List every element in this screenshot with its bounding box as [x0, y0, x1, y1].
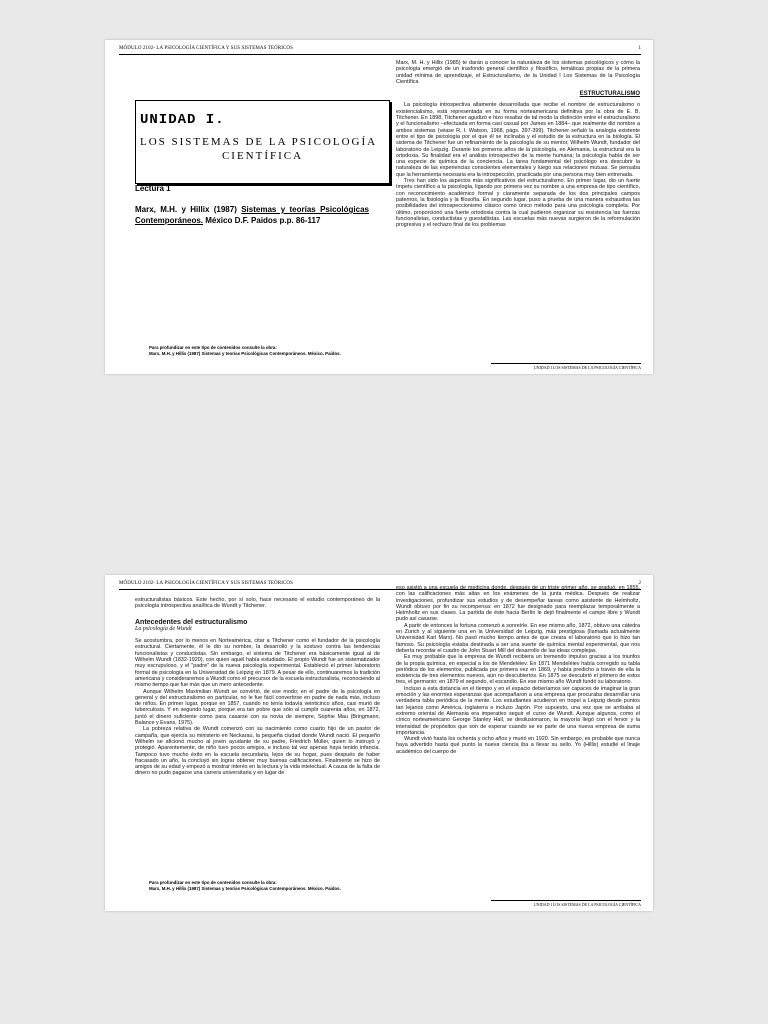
paragraph: Tres han sido los aspectos más significativos del estructuralismo. En primer lugar, dio un fuerte ímpetu científico a la psicología, ligando por primera vez su nombre a una empresa de tipo científico, con reconocimiento académico formal y claramente separada de los dos principales campos paternos, la fisiología y la filosofía. En segundo lugar, puso a prueba de una manera exhaustiva las posibilidades del introspeccionismo clásico como único método para una psicología completa. Por último, proporcionó una fuerte ortodoxia contra la cual pudieron organizar su resistencia las fuerzas funcionalistas, conductistas y guestaltistas. Las escuelas más nuevas surgieron de la reformulación progresiva y el rechazo final de los problemas	[396, 178, 640, 229]
page-footer: UNIDAD I LOS SISTEMAS DE LA PSICOLOGÍA CIENTÍFICA	[491, 900, 641, 907]
note-line: Marx, M.H. y Hillix (1987) Sistemas y teorías Psicológicas Contemporáneos. México. Paidos.	[149, 886, 341, 891]
page-header	[119, 46, 641, 55]
paragraph: estructuralistas básicos. Este hecho, por sí solo, hace necesario el estudio contemporáneo de la psicología introspectiva analítica de Wundt y Titchener.	[135, 597, 380, 610]
unit-subtitle-line-1: LOS SISTEMAS DE LA PSICOLOGÍA	[140, 136, 378, 148]
section-heading: ESTRUCTURALISMO	[579, 91, 640, 98]
unit-title: UNIDAD I.	[140, 112, 225, 128]
further-reading-note	[149, 345, 509, 357]
paragraph: eso asistió a una escuela de medicina donde, después de un triste primer año, se graduó, en 1855, con las calificaciones más altas en los exámenes de la junta médica. Después de realizar investigaciones, profundizar sus estudios y de desempeñar tareas como asistente de Helmholtz, Wundt obtuvo por fin su recompensa: en 1872 fue designado para reemplazar temporalmente a Helmholtz en sus clases. La partida de éste hacia Berlín le dejó finalmente el campo libre y Wundt pudo así casarse.	[396, 585, 640, 623]
paragraph: Es muy probable que la empresa de Wundt recibiera un tremendo impulso gracias a los triunfos de la propia química, en especial a los de Mendeléiev. En 1871 Mendeléiev había corregido su tabla periódica de los elementos, publicada por primera vez en 1869, y había predicho a través de ella la existencia de tres elementos nuevos, aún no descubiertos. En 1875 se descubrió el primero de estos tres, el germanio; en 1879 el segundo, el escandio. En ese mismo año Wundt fundó su laboratorio.	[396, 654, 640, 686]
ref-book-title: Sistemas y teorías Psicológicas Contemporáneos.	[135, 205, 369, 225]
page-number: 2	[638, 581, 641, 586]
paragraph: La psicología introspectiva altamente desarrollada que recibe el nombre de estructuralismo o existencialismo, está representada en su forma norteamericana definitiva por la obra de E. B. Titchener. En 1898, Titchener agudizó e hizo resaltar de tal modo la distinción entre el estructuralismo y el funcionalismo –efectuada en forma casi casual por James en 1884– que realmente dio nombre a ambos sistemas (véase R. I. Watson, 1968, págs. 397-399). Titchener señaló la analogía existente entre el tipo de psicología por el que él se inclinaba y el estudio de la estructura en la biología. El sistema de Titchener fue un refinamiento de la psicología de su mentor, Wilhelm Wundt, fundador del laboratorio de Leipzig. Durante los primeros años de la psicología, en Alemania, la estructural era la ortodoxia. Su finalidad era el análisis introspectivo de la mente humana; la psicología había de ser una especie de química de la conciencia. La tarea fundamental del psicólogo era descubrir la naturaleza de las experiencias conscientes elementales y luego sus relaciones mutuas. Se pensaba que la herramienta necesaria era la introspección, practicada por una persona muy bien entrenada.	[396, 102, 640, 178]
page2-right-column	[396, 585, 640, 755]
paragraph: La pobreza relativa de Wundt comenzó con su nacimiento como cuarto hijo de un pastor de campaña, que ejercía su ministerio en Neckarau, la pequeña ciudad donde Wundt nació. El pequeño Wilhelm se aficionó mucho al joven ayudante de su padre, Friedrich Müller, quien lo instruyó y protegió. Aparentemente, de niño tuvo pocos amigos, e incluso tal vez apenas haya tenido infancia. Tampoco tuvo mucho éxito en la escuela secundaria, lejos de su hogar, pues después de haber fracasado un año, la concluyó sin lograr obtener muy buenas calificaciones. Finalmente se hizo de amigos de su edad y empezó a mostrar interés en la lectura y la vida intelectual. A causa de la falta de dinero no pudo pagarse una carrera universitaria y en lugar de	[135, 726, 380, 777]
page2-left-column	[135, 597, 380, 777]
section-heading: Antecedentes del estructuralismo	[135, 618, 248, 626]
paragraph: A partir de entonces la fortuna comenzó a sonreírle. En ese mismo año, 1872, obtuvo una cátedra en Zurich y al siguiente una en la Universidad de Leipzig, más prestigiosa (llamada actualmente Universidad Karl Marx). No pasó mucho tiempo antes de que creara el laboratorio que lo hizo tan famoso. Su psicología estaba destinada a ser una suerte de química mental experimental, que nos debería recordar el cuadro de John Stuart Mill del desarrollo de las ideas complejas.	[396, 622, 640, 654]
paragraph: Wundt vivió hasta los ochenta y ocho años y murió en 1920. Sin embargo, es probable que nunca haya advertido hasta qué punto la nueva ciencia iba a llevar su sello. Yo (Hillix) estudié el linaje académico del cuerpo de	[396, 736, 640, 755]
page-footer: UNIDAD I LOS SISTEMAS DE LA PSICOLOGÍA CIENTÍFICA	[491, 363, 641, 370]
document-page-1	[105, 40, 653, 374]
note-line: Para profundizar en este tipo de contenidos consulte la obra:	[149, 880, 277, 885]
page1-right-column	[396, 60, 640, 228]
header-module-title: MÓDULO 2102- LA PSICOLOGÍA CIENTÍFICA Y SUS SISTEMAS TEÓRICOS	[119, 46, 293, 51]
paragraph: Incluso a esta distancia en el tiempo y en el espacio deberíamos ser capaces de imaginar la gran emoción y las enormes esperanzas que acompañaron a una empresa que procuraba desarrollar una verdadera tabla periódica de la mente. Los estudiantes acudieron en tropel a Leipzig desde puntos tan lejanos como América, Inglaterra e incluso Japón. Por supuesto, una vez que se arribaba al extremo oriental de Alemania era imperativo seguir el curso de Wundt. Aunque algunos, como el cínico norteamericano George Stanley Hall, se desilusionaron, la mayoría llegó con el fervor y la intensidad de propósitos que son de esperar cuando se es parte de una nueva empresa de suma importancia.	[396, 685, 640, 736]
paragraph: Aunque Wilhelm Maximilian Wundt se convirtió, de ese modo; en el padre de la psicología en general y del estructuralismo en particular, no le fue fácil convertirse en padre de nada más, incluso de niños. En primer lugar, porque en 1857, cuando no tenía todavía veinticinco años, casi murió de tuberculosis. Y en segundo lugar, porque era tan pobre que sólo al cumplir cuarenta años, en 1872, juntó el dinero suficiente como para casarse con su novia de siempre, Sophie Mau (Bringmann, Balance y Evans, 1975).	[135, 688, 380, 727]
note-line: Para profundizar en este tipo de contenidos consulte la obra:	[149, 345, 277, 350]
intro-paragraph: Marx, M. H. y Hillix (1985) te darán a conocer la naturaleza de los sistemas psicológicos y cómo la psicología emergió de un trasfondo general científico y filosófico, temáticas propias de la primera unidad mínima de aprendizaje, el Estructuralismo, de la Unidad I Los Sistemas de la Psicología Científica	[396, 60, 640, 85]
unit-subtitle-line-2: CIENTÍFICA	[221, 150, 304, 162]
header-module-title: MÓDULO 2102- LA PSICOLOGÍA CIENTÍFICA Y SUS SISTEMAS TEÓRICOS	[119, 581, 293, 586]
note-line: Marx, M.H. y Hillix (1987) Sistemas y teorías Psicológicas Contemporáneos. México. Paidos.	[149, 351, 341, 356]
paragraph: Se acostumbra, por lo menos en Norteamérica, citar a Titchener como el fundador de la psicología estructural. Ciertamente, él le dio su nombre, la desarrolló y la sostuvo contra las tendencias funcionalistas y conductistas. Sin embargo, el sistema de Titchener era básicamente igual al de Wilhelm Wundt (1832-1920), con quien aquél había estudiado. El propio Wundt fue un sistematizador muy escrupuloso, y el "padre" de la nueva psicología experimental. Estableció el primer laboratorio formal de psicología en la Universidad de Leipzig en 1879. A pesar de ello, continuaremos la tradición americana y consideraremos a Wundt como el precursor de la escuela estructuralista, reconociendo al mismo tiempo que fue más que un mero antecedente.	[135, 638, 380, 689]
document-page-2	[105, 575, 653, 911]
reading-reference	[135, 204, 369, 226]
reading-label: Lectura 1	[135, 184, 171, 193]
further-reading-note	[149, 880, 509, 892]
ref-authors: Marx, M.H. y Hillix (1987)	[135, 205, 242, 214]
unit-title-box	[135, 100, 390, 184]
section-subheading: La psicología de Wundt	[135, 625, 192, 632]
ref-publisher: México D.F. Paidos p.p. 86-117	[203, 216, 321, 225]
page-number: 1	[638, 46, 641, 51]
